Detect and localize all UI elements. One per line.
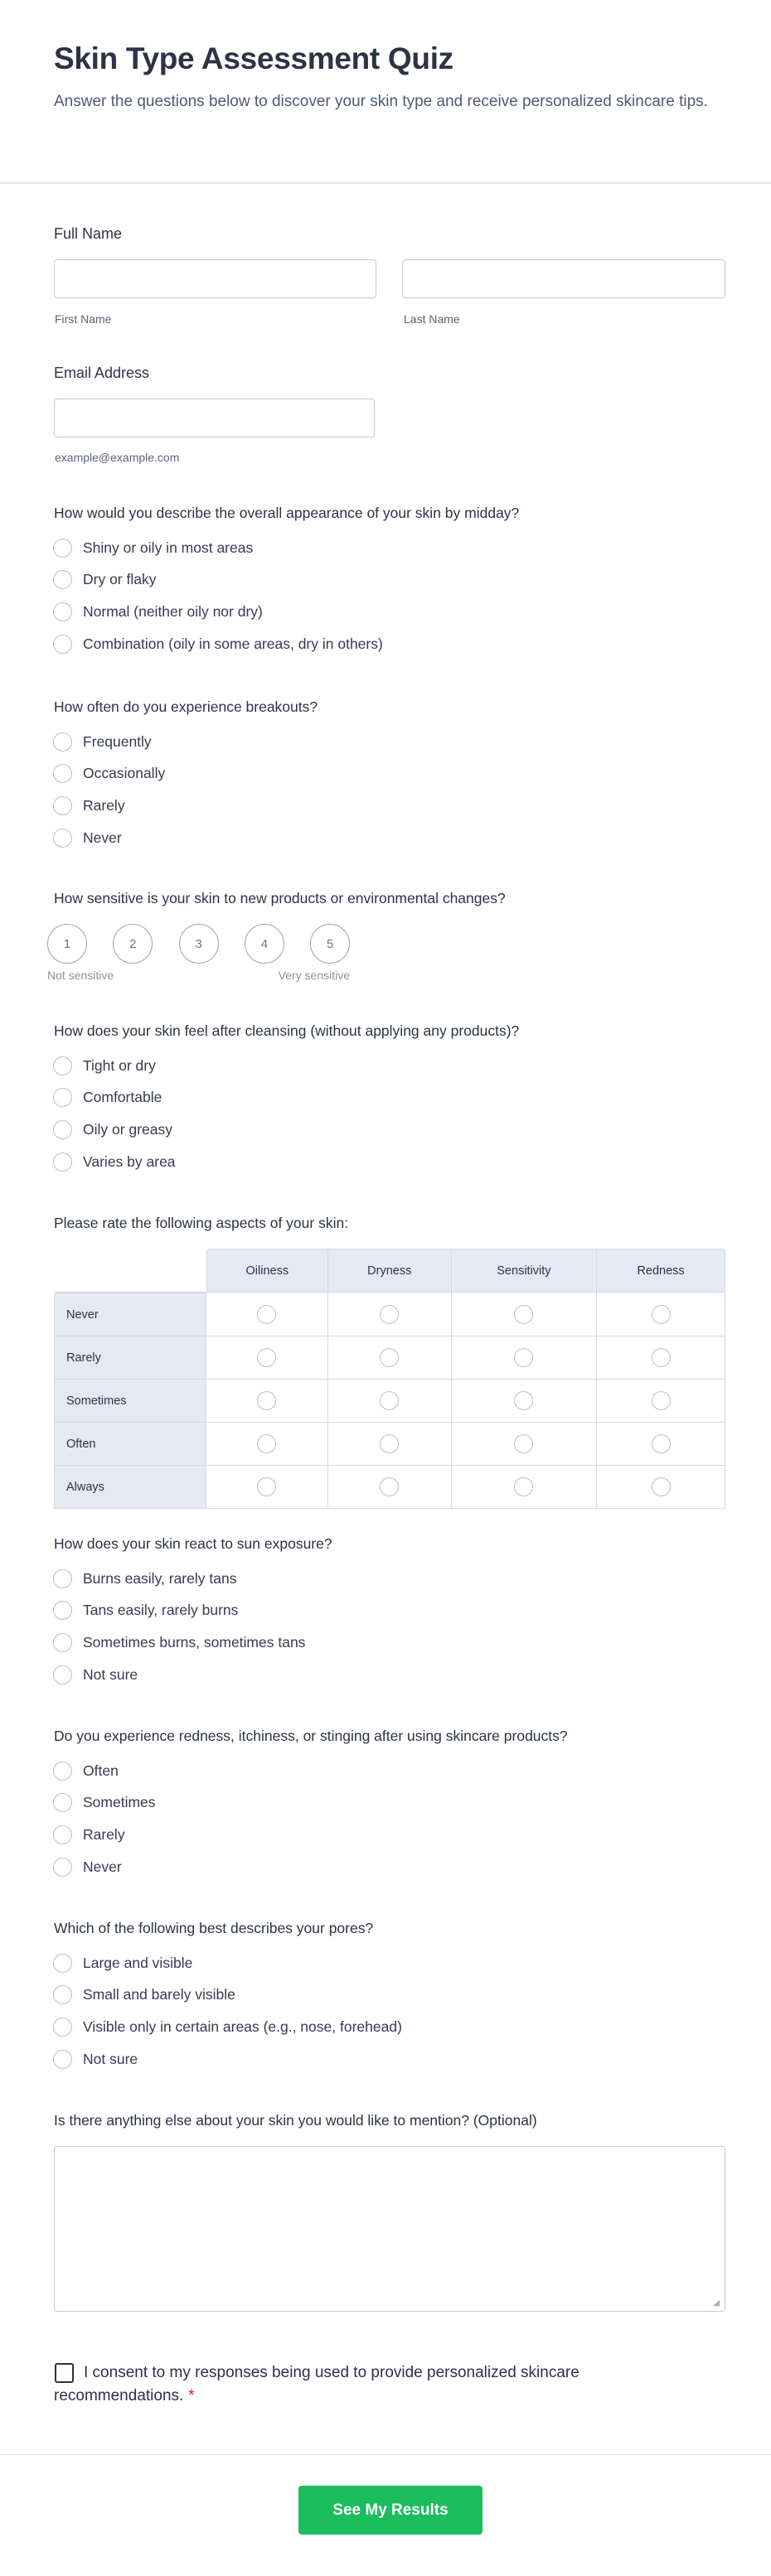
radio-button[interactable] [53,1569,72,1588]
matrix-cell[interactable] [452,1336,597,1380]
radio-button[interactable] [257,1305,276,1324]
matrix-corner [54,1249,206,1293]
last-name-input[interactable] [402,259,725,298]
option-label: Sometimes [83,1794,156,1811]
radio-option[interactable] [53,763,165,785]
option-label: Normal (neither oily nor dry) [83,602,263,620]
radio-option[interactable] [53,569,156,591]
option-label: Frequently [83,732,152,750]
matrix-row [54,1293,725,1336]
option-label: Rarely [83,796,125,814]
radio-button[interactable] [53,1954,72,1973]
radio-option[interactable] [53,601,263,622]
scale-max-label: Very sensitive [278,969,350,982]
radio-button[interactable] [380,1348,399,1367]
notes-label: Is there anything else about your skin you would like to mention? (Optional) [54,2112,537,2129]
matrix-column-header: Oiliness [206,1249,328,1293]
radio-button[interactable] [53,764,72,783]
option-label: Combination (oily in some areas, dry in others) [83,635,383,652]
question-3: How does your skin feel after cleansing (without applying any products)? [54,1022,520,1039]
option-label: Visible only in certain areas (e.g., nose, forehead) [83,2018,402,2035]
matrix-row [54,1336,725,1380]
radio-button[interactable] [514,1348,533,1367]
radio-button[interactable] [514,1391,533,1410]
radio-button[interactable] [53,1762,72,1781]
option-label: Small and barely visible [83,1986,235,2003]
email-hint: example@example.com [55,451,180,464]
radio-option[interactable] [53,1856,122,1878]
radio-button[interactable] [652,1434,671,1453]
option-label: Comfortable [83,1089,162,1106]
radio-button[interactable] [380,1305,399,1324]
matrix-cell[interactable] [597,1423,725,1466]
matrix-cell[interactable] [328,1293,452,1336]
radio-option[interactable] [53,731,152,752]
option-label: Varies by area [83,1153,176,1170]
question-6: Which of the following best describes your pores? [54,1920,374,1936]
option-label: Shiny or oily in most areas [83,539,254,556]
radio-button[interactable] [53,539,72,558]
matrix-cell[interactable] [597,1336,725,1380]
radio-option[interactable] [53,633,383,655]
option-label: Dry or flaky [83,571,157,588]
footer-divider [0,2454,771,2455]
matrix-cell[interactable] [597,1466,725,1509]
radio-button[interactable] [53,1665,72,1684]
matrix-row [54,1466,725,1509]
radio-button[interactable] [257,1477,276,1496]
radio-option[interactable] [53,1119,172,1140]
radio-button[interactable] [53,1153,72,1172]
radio-button[interactable] [53,1088,72,1107]
scale-option-4[interactable]: 4 [245,924,284,964]
radio-button[interactable] [53,1056,72,1075]
radio-button[interactable] [652,1477,671,1496]
option-label: Burns easily, rarely tans [83,1569,237,1587]
submit-button[interactable]: See My Results [298,2486,482,2535]
option-label: Not sure [83,1665,138,1683]
radio-button[interactable] [53,1825,72,1844]
matrix-question: Please rate the following aspects of your skin: [54,1215,349,1231]
matrix-cell[interactable] [597,1293,725,1336]
scale-option-1[interactable]: 1 [47,924,87,964]
radio-button[interactable] [53,2018,72,2037]
radio-option[interactable] [53,1151,176,1172]
matrix-cell[interactable] [452,1380,597,1423]
radio-button[interactable] [257,1434,276,1453]
radio-option[interactable] [53,1760,119,1781]
matrix-column-header: Redness [597,1249,725,1293]
option-label: Rarely [83,1825,125,1843]
matrix-cell[interactable] [206,1293,328,1336]
option-label: Never [83,1858,122,1875]
email-label: Email Address [54,365,150,381]
option-label: Oily or greasy [83,1120,172,1138]
matrix-cell[interactable] [328,1466,452,1509]
matrix-column-header: Dryness [328,1249,452,1293]
radio-option[interactable] [53,1631,305,1653]
radio-button[interactable] [514,1477,533,1496]
radio-button[interactable] [53,1793,72,1812]
matrix-row-label: Rarely [54,1336,206,1380]
radio-option[interactable] [53,2016,402,2037]
full-name-label: Full Name [54,225,123,242]
radio-button[interactable] [53,732,72,752]
radio-button[interactable] [652,1305,671,1324]
matrix-cell[interactable] [206,1466,328,1509]
required-mark: * [188,2387,195,2404]
consent-label [54,2361,701,2408]
option-label: Tight or dry [83,1056,156,1074]
resize-handle-icon[interactable]: ◢ [713,2298,720,2308]
radio-button[interactable] [53,1120,72,1139]
radio-option[interactable] [53,1568,236,1589]
matrix-cell[interactable] [328,1380,452,1423]
rating-matrix [54,1249,725,1509]
option-label: Tans easily, rarely burns [83,1602,239,1619]
first-name-input[interactable] [54,259,376,298]
radio-button[interactable] [53,2050,72,2069]
option-label: Never [83,829,122,846]
page-title: Skin Type Assessment Quiz [54,41,453,75]
option-label: Often [83,1762,119,1779]
matrix-row-label: Often [54,1423,206,1466]
scale-option-3[interactable]: 3 [179,924,219,964]
first-name-sublabel: First Name [55,312,112,326]
radio-option[interactable] [53,827,122,848]
matrix-row-label: Sometimes [54,1380,206,1423]
matrix-cell[interactable] [206,1423,328,1466]
radio-button[interactable] [53,1985,72,2004]
radio-button[interactable] [514,1305,533,1324]
matrix-cell[interactable] [452,1423,597,1466]
email-input[interactable] [54,399,375,437]
radio-button[interactable] [53,796,72,815]
matrix-cell[interactable] [328,1423,452,1466]
radio-button[interactable] [380,1434,399,1453]
question-1: How would you describe the overall appearance of your skin by midday? [54,505,520,521]
page-subtitle: Answer the questions below to discover your skin type and receive personalized skincare tips. [54,93,708,110]
question-2: How often do you experience breakouts? [54,698,318,715]
question-4: How does your skin react to sun exposure? [54,1535,332,1552]
matrix-cell[interactable] [452,1466,597,1509]
option-label: Not sure [83,2050,138,2067]
radio-button[interactable] [380,1477,399,1496]
radio-button[interactable] [53,1601,72,1620]
matrix-row [54,1380,725,1423]
radio-option[interactable] [53,1055,156,1076]
radio-button[interactable] [514,1434,533,1453]
consent-text: I consent to my responses being used to provide personalized skincare recommendations. [54,2364,579,2404]
radio-button[interactable] [53,1858,72,1877]
radio-option[interactable] [53,1984,235,2006]
radio-button[interactable] [380,1391,399,1410]
radio-button[interactable] [53,602,72,621]
radio-button[interactable] [652,1348,671,1367]
question-5: Do you experience redness, itchiness, or stinging after using skincare products? [54,1728,568,1744]
matrix-cell[interactable] [206,1380,328,1423]
scale-option-5[interactable]: 5 [310,924,350,964]
matrix-cell[interactable] [452,1293,597,1336]
matrix-cell[interactable] [206,1336,328,1380]
option-label: Occasionally [83,765,166,782]
scale-option-2[interactable]: 2 [113,924,153,964]
radio-option[interactable] [53,1792,156,1814]
radio-button[interactable] [652,1391,671,1410]
radio-option[interactable] [53,1952,192,1974]
matrix-cell[interactable] [328,1336,452,1380]
radio-button[interactable] [53,635,72,654]
matrix-row-label: Always [54,1466,206,1509]
radio-option[interactable] [53,537,253,558]
radio-button[interactable] [257,1391,276,1410]
radio-button[interactable] [53,1633,72,1652]
radio-option[interactable] [53,1087,162,1109]
matrix-row-label: Never [54,1293,206,1336]
last-name-sublabel: Last Name [404,312,460,326]
scale-question: How sensitive is your skin to new products or environmental changes? [54,890,506,906]
radio-option[interactable] [53,1824,125,1845]
option-label: Sometimes burns, sometimes tans [83,1633,306,1650]
radio-option[interactable] [53,2048,138,2070]
header-divider [0,182,771,184]
radio-button[interactable] [53,570,72,589]
notes-textarea[interactable] [54,2146,725,2312]
matrix-column-header: Sensitivity [452,1249,597,1293]
option-label: Large and visible [83,1954,193,1971]
matrix-row [54,1423,725,1466]
scale-min-label: Not sensitive [47,969,114,982]
radio-button[interactable] [257,1348,276,1367]
radio-button[interactable] [53,829,72,848]
matrix-cell[interactable] [597,1380,725,1423]
radio-option[interactable] [53,795,125,816]
radio-option[interactable] [53,1664,138,1685]
radio-option[interactable] [53,1600,238,1621]
